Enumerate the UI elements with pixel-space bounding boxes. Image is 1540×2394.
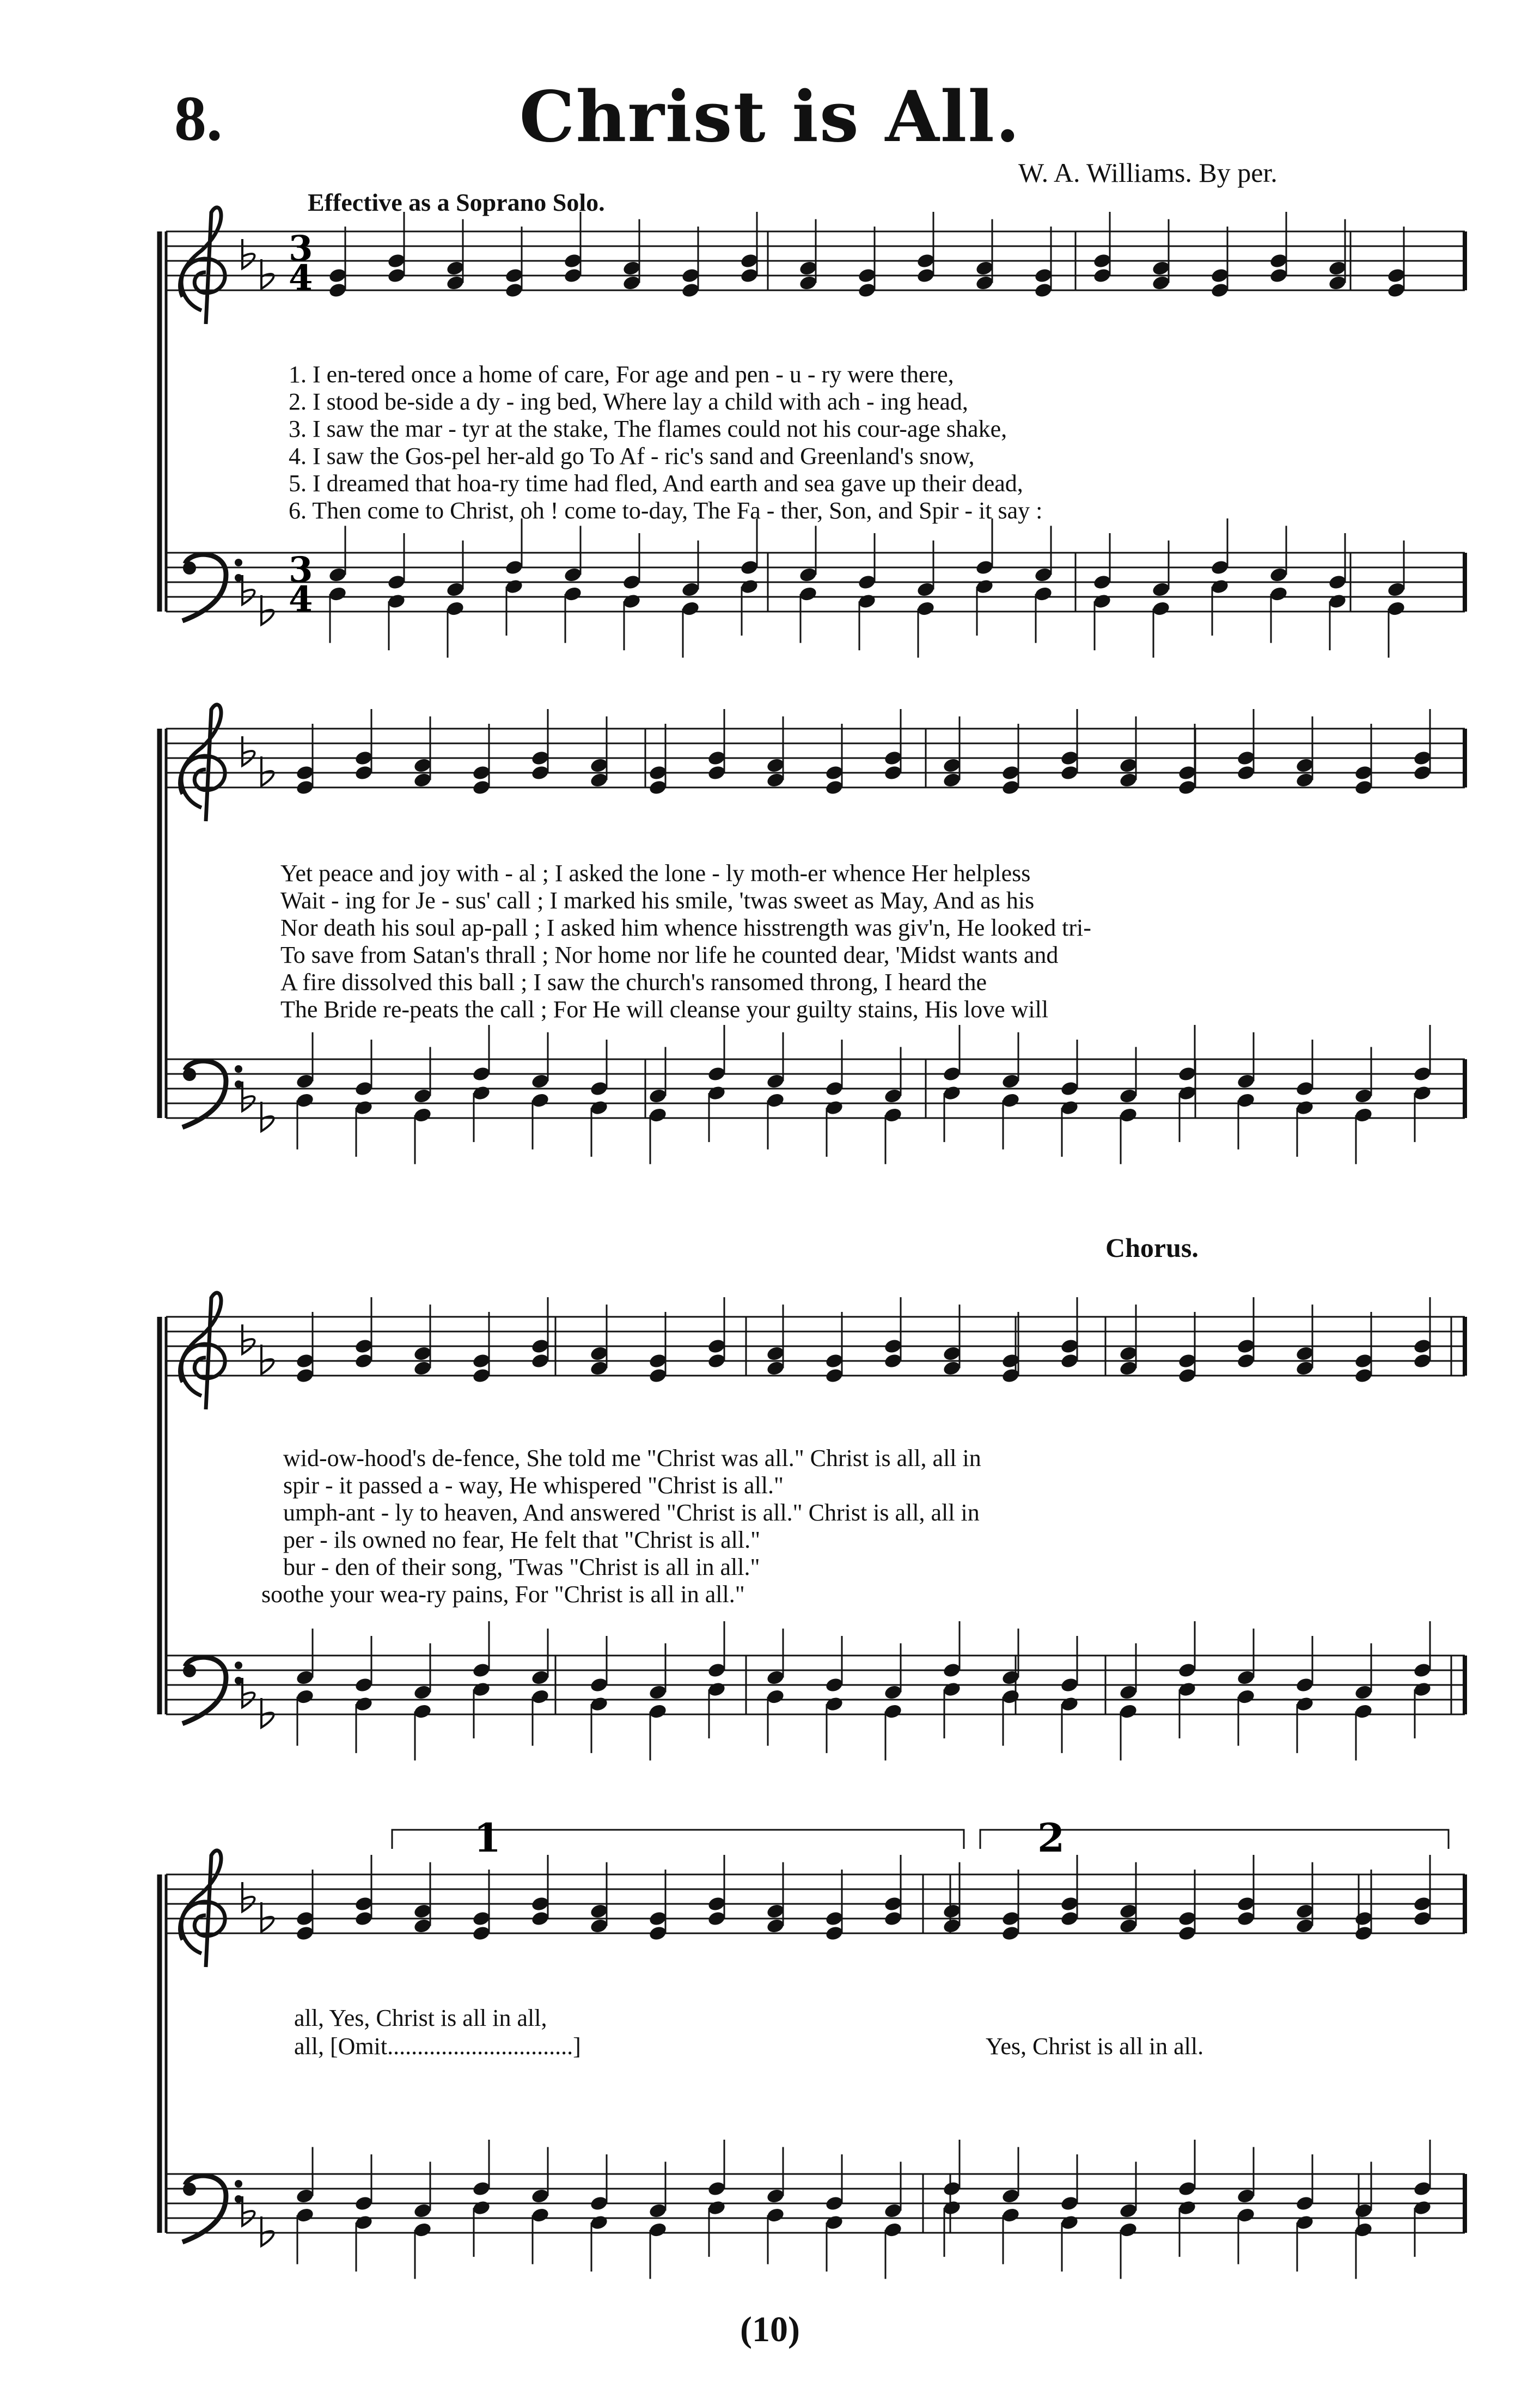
lyric-line: per - ils owned no fear, He felt that "Christ is all.": [283, 1526, 761, 1553]
page-number: (10): [740, 2310, 800, 2349]
bass-clef-dot: [235, 559, 242, 566]
flat-icon: [261, 259, 274, 289]
flat-icon: [261, 1345, 274, 1374]
bass-clef-dot: [235, 1080, 242, 1088]
bass-clef-dot: [235, 1662, 242, 1669]
bass-clef-dot: [235, 2180, 242, 2188]
performance-note: Effective as a Soprano Solo.: [308, 188, 605, 216]
flat-icon: [261, 1698, 274, 1727]
lyric-line: The Bride re-peats the call ; For He will cleanse your guilty stains, His love will: [280, 996, 1049, 1023]
time-signature: 3: [289, 228, 313, 269]
time-signature: 4: [289, 579, 313, 620]
lyric-line: Nor death his soul ap-pall ; I asked him whence hisstrength was giv'n, He looked tri-: [280, 914, 1091, 941]
lyric-line: Wait - ing for Je - sus' call ; I marked his smile, 'twas sweet as May, And as his: [280, 887, 1035, 914]
hymn-number: 8.: [174, 83, 223, 154]
bass-clef-dot: [183, 2183, 196, 2196]
lyric-line: Yes, Christ is all in all.: [986, 2033, 1204, 2060]
lyric-line: A fire dissolved this ball ; I saw the church's ransomed throng, I heard the: [280, 969, 987, 996]
chorus-label: Chorus.: [1105, 1232, 1199, 1263]
flat-icon: [261, 2216, 274, 2246]
hymn-title: Christ is All.: [519, 76, 1021, 158]
lyric-line: 4. I saw the Gos-pel her-ald go To Af - ric's sand and Greenland's snow,: [289, 443, 975, 469]
hymn-author: W. A. Williams. By per.: [1018, 157, 1278, 188]
lyric-line: 5. I dreamed that hoa-ry time had fled, And earth and sea gave up their dead,: [289, 470, 1023, 497]
treble-clef-icon: [180, 207, 225, 324]
lyric-line: Yet peace and joy with - al ; I asked the lone - ly moth-er whence Her helpless: [280, 860, 1031, 887]
flat-icon: [261, 595, 274, 625]
bass-clef-dot: [235, 1065, 242, 1073]
flat-icon: [242, 239, 255, 268]
time-signature: 3: [289, 549, 313, 590]
flat-icon: [242, 1324, 255, 1354]
flat-icon: [261, 756, 274, 786]
bass-clef-dot: [183, 1068, 196, 1081]
bass-clef-dot: [183, 1664, 196, 1677]
lyric-line: 6. Then come to Christ, oh ! come to-day, The Fa - ther, Son, and Spir - it say :: [289, 497, 1043, 524]
volta-first-label: 1: [474, 1815, 502, 1861]
lyric-line: 1. I en-tered once a home of care, For age and pen - u - ry were there,: [289, 361, 954, 388]
lyric-line: bur - den of their song, 'Twas "Christ is all in all.": [283, 1554, 760, 1580]
lyric-line: spir - it passed a - way, He whispered "Christ is all.": [283, 1472, 784, 1499]
time-signature: 4: [289, 258, 313, 298]
flat-icon: [242, 1678, 255, 1707]
lyric-line: 2. I stood be-side a dy - ing bed, Where lay a child with ach - ing head,: [289, 388, 968, 415]
lyric-line: umph-ant - ly to heaven, And answered "Christ is all." Christ is all, all in: [283, 1499, 980, 1526]
treble-clef-icon: [180, 705, 225, 821]
lyric-line: To save from Satan's thrall ; Nor home nor life he counted dear, 'Midst wants and: [280, 942, 1059, 968]
lyric-line: all, [Omit...............................]: [294, 2033, 581, 2060]
flat-icon: [261, 1902, 274, 1932]
lyric-line: 3. I saw the mar - tyr at the stake, The flames could not his cour-age shake,: [289, 416, 1007, 442]
flat-icon: [242, 1882, 255, 1911]
bass-clef-dot: [183, 561, 196, 575]
treble-clef-icon: [180, 1293, 225, 1409]
bass-clef-dot: [235, 2195, 242, 2203]
bass-clef-dot: [235, 574, 242, 582]
treble-clef-icon: [180, 1851, 225, 1967]
lyric-line: soothe your wea-ry pains, For "Christ is all in all.": [261, 1581, 745, 1608]
lyric-line: wid-ow-hood's de-fence, She told me "Christ was all." Christ is all, all in: [283, 1445, 981, 1471]
flat-icon: [242, 2196, 255, 2226]
volta-second-label: 2: [1037, 1815, 1065, 1861]
lyric-line: all, Yes, Christ is all in all,: [294, 2005, 547, 2031]
bass-clef-dot: [235, 1677, 242, 1684]
flat-icon: [242, 736, 255, 766]
flat-icon: [242, 575, 255, 604]
flat-icon: [242, 1082, 255, 1111]
flat-icon: [261, 1102, 274, 1131]
